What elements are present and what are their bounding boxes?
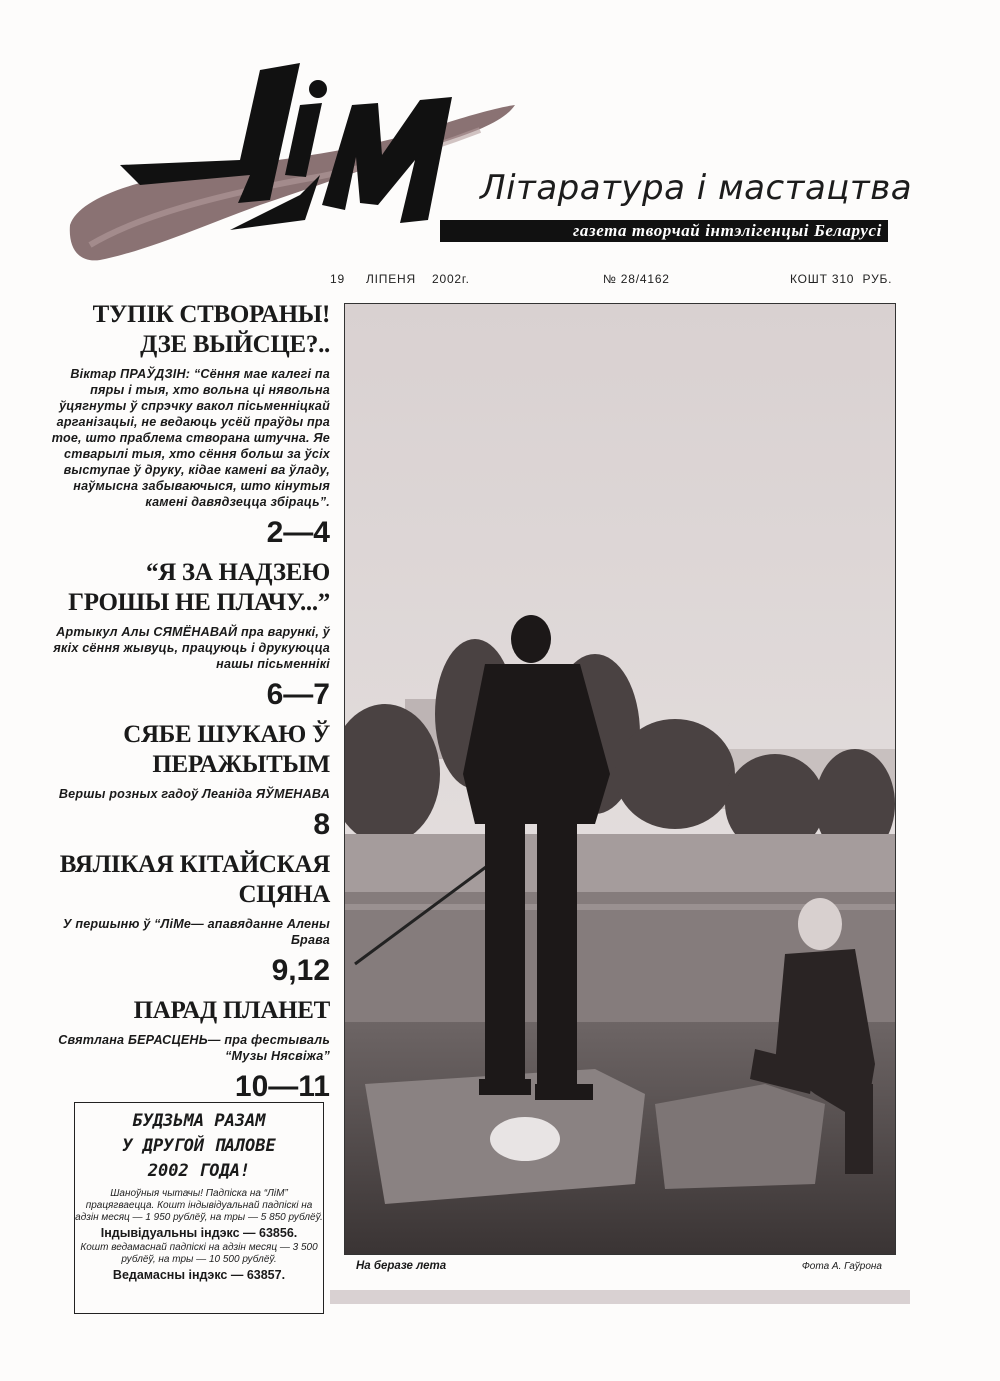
teaser-column xyxy=(40,300,330,1112)
institutional-index: Ведамасны індэкс — 63857. xyxy=(112,1268,286,1282)
photo-credit: Фота А. Гаўрона xyxy=(801,1261,882,1272)
teaser-blurb: Віктар ПРАЎДЗІН: “Сёння мае калегі па пяры і тыя, хто вольна ці нявольна ўцягнуты ў спрэчку вакол пісьменніцкай арганізацыі, не ведаюць усёй праўды пра тое, што праблема створана штучна. Яе стварылі тыя, хто сёння больш за ўсіх выступае ў друку, кідае камені ва ўладу, наўмысна забываючыся, што кінутыя камені давядзецца збіраць”. xyxy=(51,367,330,509)
teaser[interactable] xyxy=(40,850,330,988)
subscription-text: Шаноўныя чытачы! Падпіска на “ЛіМ” працягваецца. Кошт індывідуальнай падпіскі на адзін месяц — 1 950 рублёў, на тры — 5 850 рублёў. xyxy=(75,1188,323,1223)
date-month: ЛІПЕНЯ xyxy=(366,272,416,286)
teaser-blurb: Артыкул Алы СЯМЁНАВАЙ пра варункі, ў якіх сёння жывуць, працуюць і друкуюцца нашы пісьменнікі xyxy=(53,625,330,671)
photo-illustration xyxy=(345,304,895,1254)
issue-number: № 28/4162 xyxy=(603,272,670,286)
date-day: 19 xyxy=(330,272,345,286)
teaser-headline: ТУПІК СТВОРАНЫ! ДЗЕ ВЫЙСЦЕ?.. xyxy=(92,301,330,358)
teaser-headline: ПАРАД ПЛАНЕТ xyxy=(133,997,330,1024)
teaser-blurb: Вершы розных гадоў Леаніда ЯЎМЕНАВА xyxy=(58,787,330,801)
cover-photo xyxy=(344,303,896,1255)
photo-caption: На беразе лета xyxy=(356,1260,447,1272)
teaser[interactable] xyxy=(40,300,330,550)
subscription-heading: У ДРУГОЙ ПАЛОВЕ xyxy=(122,1136,276,1156)
subscription-heading: 2002 ГОДА! xyxy=(147,1161,251,1181)
newspaper-title: Літаратура і мастацтва xyxy=(480,168,913,208)
teaser[interactable] xyxy=(40,720,330,842)
teaser-headline: СЯБЕ ШУКАЮ Ў ПЕРАЖЫТЫМ xyxy=(123,721,330,778)
teaser-pages: 6—7 xyxy=(266,678,330,711)
teaser-blurb: У першыню ў “ЛіМе— апавяданне Алены Брава xyxy=(62,917,330,947)
teaser-headline: ВЯЛІКАЯ КІТАЙСКАЯ СЦЯНА xyxy=(59,851,330,908)
teaser[interactable] xyxy=(40,996,330,1104)
teaser-headline: “Я ЗА НАДЗЕЮ ГРОШЫ НЕ ПЛАЧУ...” xyxy=(68,559,330,616)
teaser[interactable] xyxy=(40,558,330,712)
teaser-pages: 2—4 xyxy=(266,516,330,549)
price: КОШТ 310 РУБ. xyxy=(790,272,893,286)
subscription-box xyxy=(74,1102,324,1314)
teaser-pages: 9,12 xyxy=(271,954,330,987)
teaser-pages: 8 xyxy=(313,808,330,841)
individual-index: Індывідуальны індэкс — 63856. xyxy=(100,1226,298,1240)
teaser-blurb: Святлана БЕРАСЦЕНЬ— пра фестываль “Музы Нясвіжа” xyxy=(58,1033,330,1063)
newspaper-tagline: газета творчай інтэлігенцыі Беларусі xyxy=(440,220,888,242)
date-year: 2002г. xyxy=(432,272,470,286)
subscription-text: Кошт ведамаснай падпіскі на адзін месяц — 3 500 рублёў, на тры — 10 500 рублёў. xyxy=(80,1242,318,1265)
bottom-band xyxy=(330,1290,910,1304)
subscription-heading: БУДЗЬМА РАЗАМ xyxy=(132,1111,266,1131)
teaser-pages: 10—11 xyxy=(234,1070,330,1103)
